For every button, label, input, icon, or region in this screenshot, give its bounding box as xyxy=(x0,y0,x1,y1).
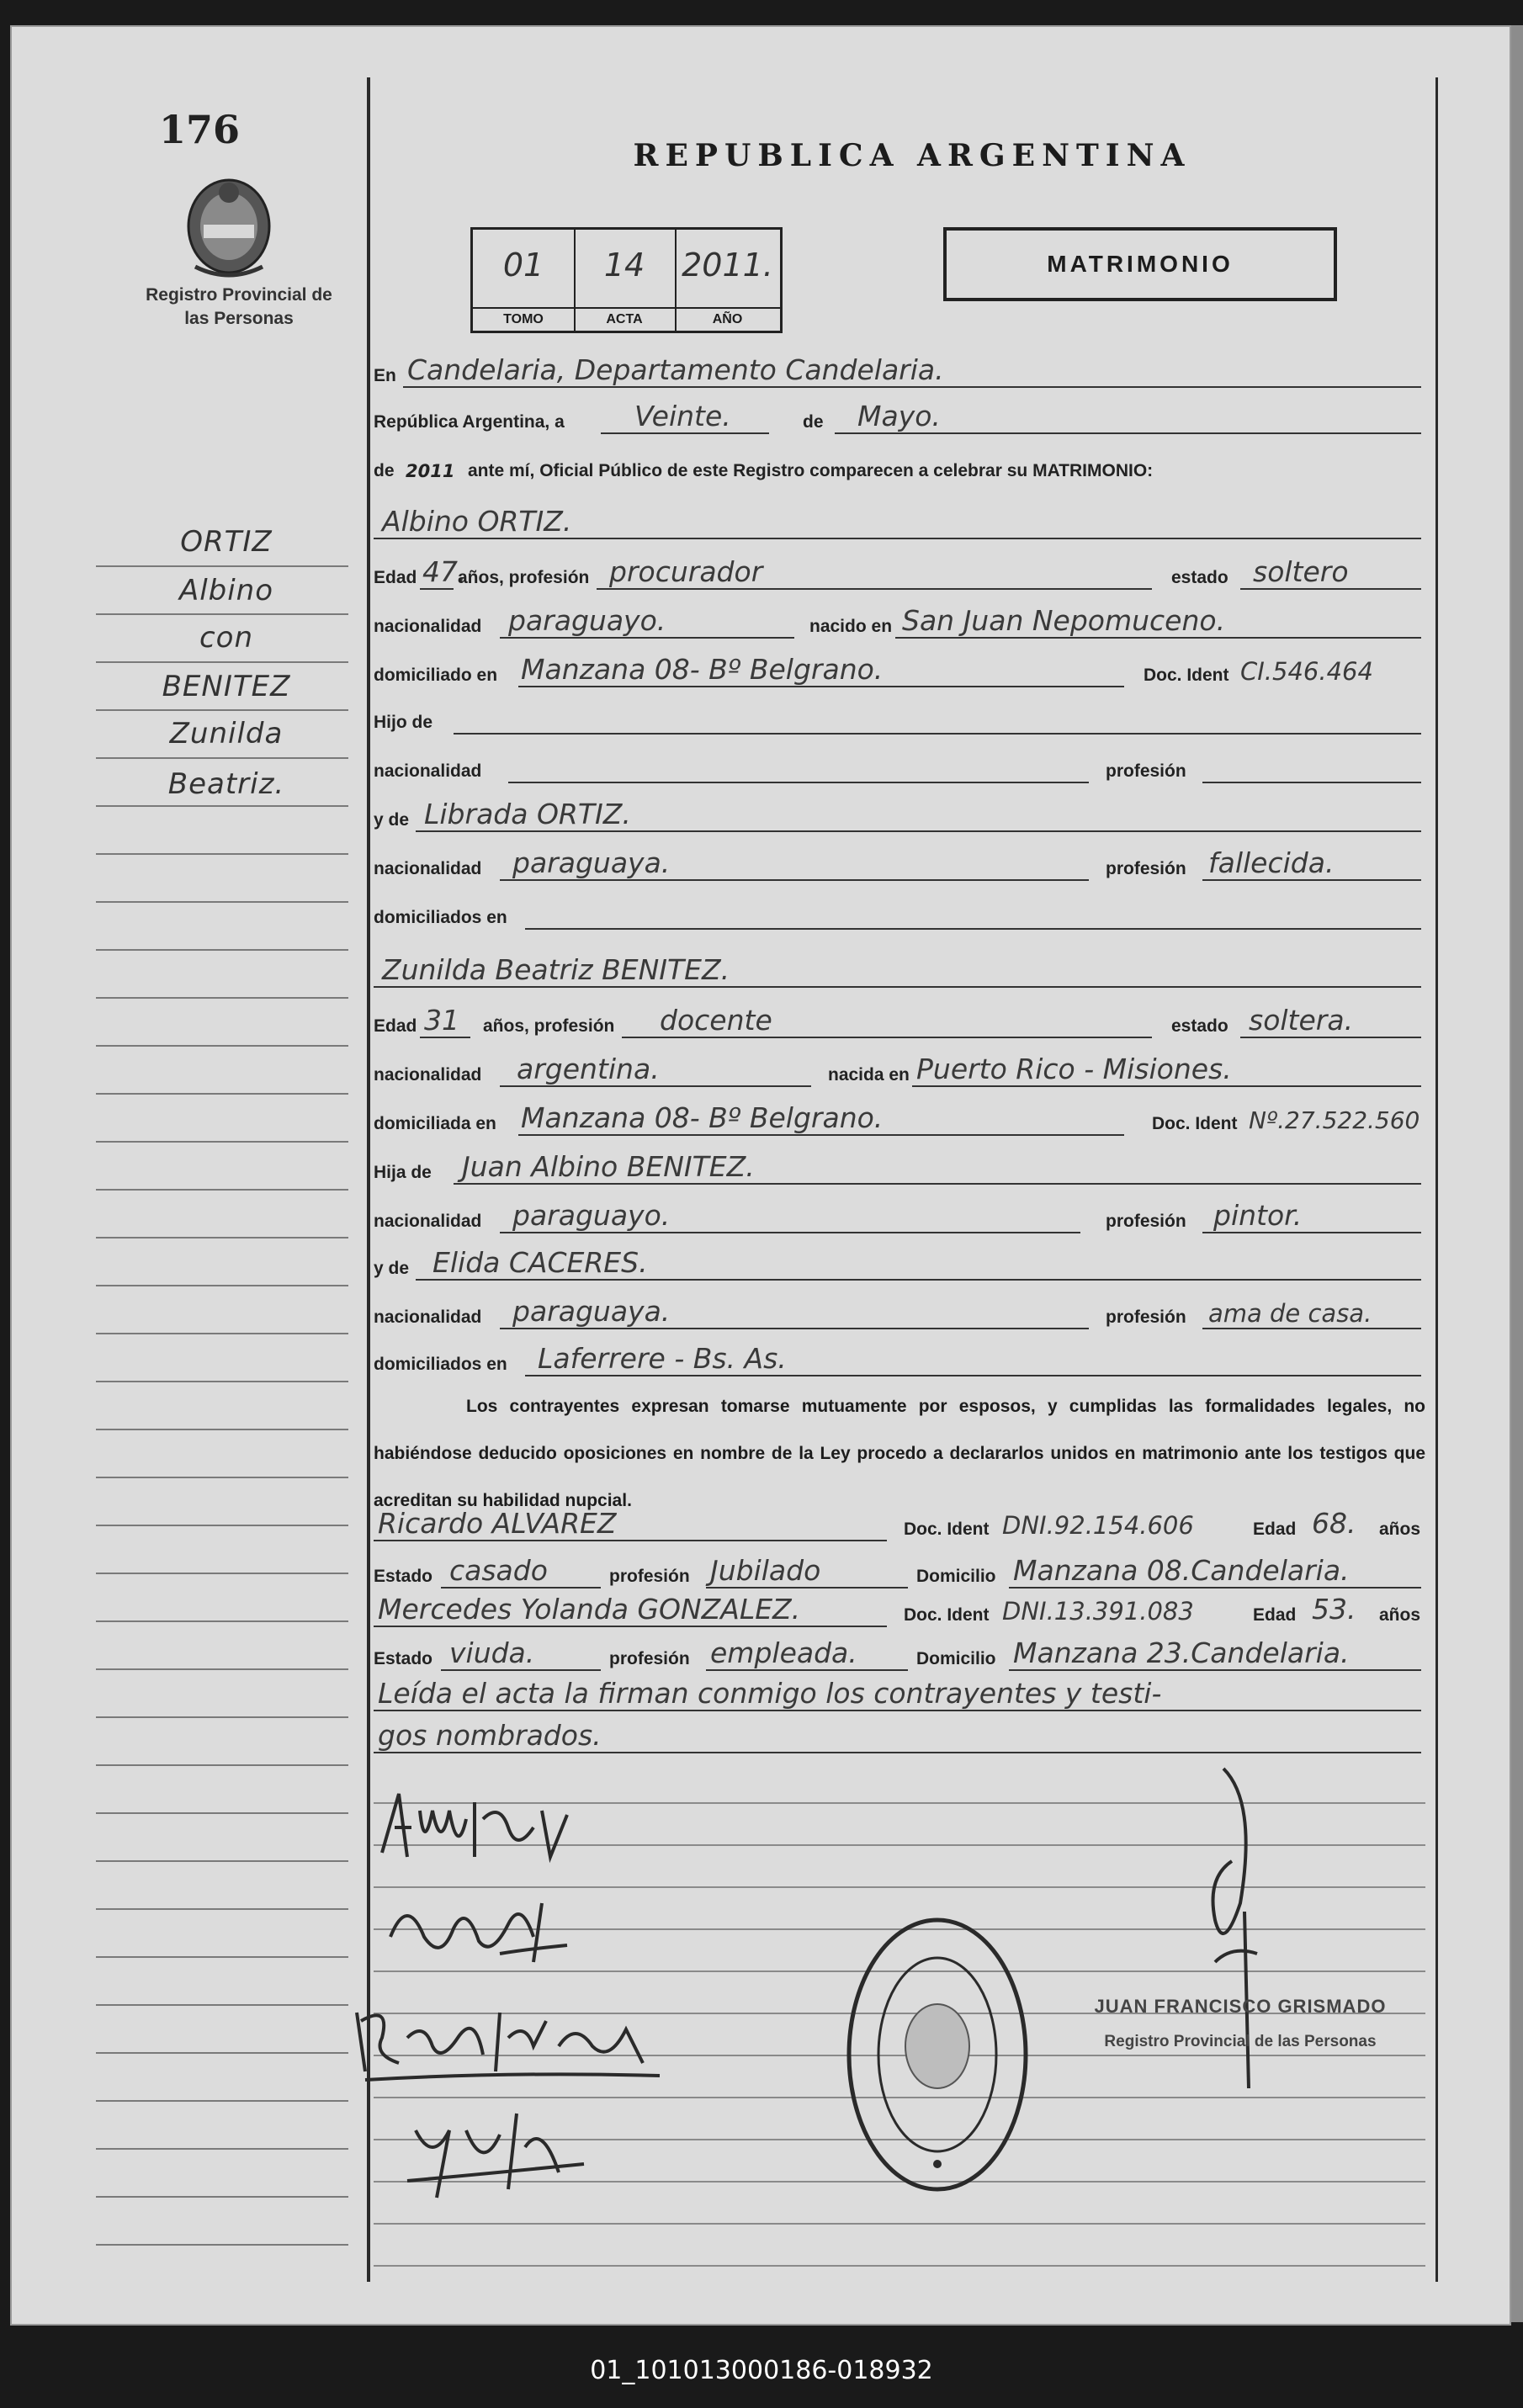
witness2-edad-label: Edad xyxy=(1253,1605,1297,1625)
hija-label: Hija de xyxy=(374,1163,432,1182)
witness2-name: Mercedes Yolanda GONZALEZ. xyxy=(378,1593,801,1626)
groom-age: 47. xyxy=(422,555,467,588)
margin-rule-line xyxy=(96,1716,348,1718)
bride-profession: docente xyxy=(660,1004,772,1037)
witness1-prof-label: profesión xyxy=(609,1567,690,1586)
year-value: 2011 xyxy=(406,461,455,481)
margin-rule-line xyxy=(96,757,348,759)
witness2-detail-row xyxy=(374,1634,1425,1674)
bride-nationality: argentina. xyxy=(517,1053,660,1085)
bride-father-nat: paraguayo. xyxy=(512,1199,671,1232)
margin-rule-line xyxy=(96,1381,348,1382)
margin-rule-line xyxy=(96,661,348,663)
margin-rule-line xyxy=(96,1285,348,1286)
margin-name-2: con xyxy=(199,621,254,655)
bride-age-row xyxy=(374,1001,1425,1042)
witness1-edad-label: Edad xyxy=(1253,1520,1297,1539)
bride-father-prof: pintor. xyxy=(1213,1199,1303,1232)
closing-text-1: Leída el acta la firman conmigo los contrayentes y testi- xyxy=(378,1677,1162,1710)
margin-rule-line xyxy=(96,1860,348,1862)
margin-rule-line xyxy=(96,2196,348,2198)
witness2-profession: empleada. xyxy=(710,1636,857,1669)
edad-label: Edad xyxy=(374,568,417,587)
bride-signature xyxy=(374,1878,584,1970)
witness1-name: Ricardo ALVAREZ xyxy=(378,1507,617,1540)
witness2-address: Manzana 23.Candelaria. xyxy=(1013,1636,1350,1669)
anio-cell xyxy=(675,230,780,331)
margin-rule-line xyxy=(96,949,348,951)
margin-rule-line xyxy=(96,1237,348,1238)
register-page xyxy=(10,25,1511,2326)
witness1-signature xyxy=(340,1987,677,2088)
witness1-doc: DNI.92.154.606 xyxy=(1002,1511,1194,1540)
doc-label: Doc. Ident xyxy=(1144,666,1229,685)
father-prof-label: profesión xyxy=(1106,761,1186,781)
witness2-estado: viuda. xyxy=(449,1636,535,1669)
margin-rule-line xyxy=(96,1668,348,1670)
witness2-anos-label: años xyxy=(1379,1605,1421,1625)
margin-rule-line xyxy=(96,997,348,999)
mother-nac-label: nacionalidad xyxy=(374,1307,482,1327)
tomo-value: 01 xyxy=(502,247,544,284)
witness2-dom-label: Domicilio xyxy=(916,1649,996,1668)
bride-estado: soltera. xyxy=(1249,1004,1354,1037)
father-prof-label: profesión xyxy=(1106,1212,1186,1231)
profesion-label: años, profesión xyxy=(483,1016,615,1036)
witness2-signature xyxy=(399,2097,592,2206)
margin-rule-line xyxy=(96,1764,348,1766)
official-registry: Registro Provincial de las Personas xyxy=(1104,2033,1377,2050)
month-value: Mayo. xyxy=(857,400,941,432)
edad-label: Edad xyxy=(374,1016,417,1036)
nacida-label: nacida en xyxy=(828,1065,910,1085)
margin-column xyxy=(12,27,365,2324)
margin-rule-line xyxy=(96,2148,348,2150)
closing-text-2: gos nombrados. xyxy=(378,1719,602,1752)
profesion-label: años, profesión xyxy=(458,568,590,587)
margin-rule-line xyxy=(96,1141,348,1143)
margin-name-4: Zunilda xyxy=(169,717,284,751)
yde-label: y de xyxy=(374,810,410,830)
bride-father-nat-row xyxy=(374,1196,1425,1237)
place-value: Candelaria, Departamento Candelaria. xyxy=(407,353,944,386)
witness1-detail-row xyxy=(374,1551,1425,1592)
bride-doc: Nº.27.522.560 xyxy=(1249,1106,1420,1134)
margin-divider xyxy=(367,77,370,2282)
record-type-box: MATRIMONIO xyxy=(943,227,1337,301)
margin-rule-line xyxy=(96,1620,348,1622)
witness1-age: 68. xyxy=(1312,1507,1356,1540)
groom-signature xyxy=(374,1777,576,1870)
groom-birthplace: San Juan Nepomuceno. xyxy=(902,604,1226,637)
witness2-doc-label: Doc. Ident xyxy=(904,1605,990,1625)
margin-rule-line xyxy=(96,901,348,903)
witness1-row xyxy=(374,1504,1425,1545)
issuer-label: Registro Provincial de las Personas xyxy=(146,285,332,328)
bride-address-row xyxy=(374,1099,1425,1139)
groom-address: Manzana 08- Bº Belgrano. xyxy=(521,653,884,686)
year-prefix: de xyxy=(374,461,395,480)
acta-reference-box xyxy=(470,227,783,333)
official-name: JUAN FRANCISCO GRISMADO xyxy=(1094,1996,1387,2017)
margin-rule-line xyxy=(96,853,348,855)
margin-rule-line xyxy=(96,805,348,807)
groom-name-row xyxy=(374,502,1425,543)
acta-value: 14 xyxy=(603,247,645,284)
groom-father-nat-row xyxy=(374,746,1425,787)
margin-rule-line xyxy=(96,1333,348,1334)
official-seal-icon xyxy=(841,1912,1034,2198)
margin-rule-line xyxy=(96,1477,348,1478)
image-caption: 01_101013000186-018932 xyxy=(590,2356,933,2385)
margin-name-0: ORTIZ xyxy=(180,525,273,559)
margin-rule-line xyxy=(96,2004,348,2006)
witness2-age: 53. xyxy=(1312,1593,1356,1626)
witness2-doc: DNI.13.391.083 xyxy=(1002,1597,1194,1626)
bride-nationality-row xyxy=(374,1050,1425,1090)
en-label: En xyxy=(374,366,396,385)
witness1-doc-label: Doc. Ident xyxy=(904,1520,990,1539)
nacionalidad-label: nacionalidad xyxy=(374,617,482,636)
margin-rule-line xyxy=(96,2100,348,2102)
official-signature xyxy=(1165,1752,1291,2105)
groom-mother: Librada ORTIZ. xyxy=(424,798,631,830)
page-title: REPUBLICA ARGENTINA xyxy=(633,138,1191,173)
bride-father: Juan Albino BENITEZ. xyxy=(462,1150,755,1183)
margin-rule-line xyxy=(96,1045,348,1047)
official-block xyxy=(1080,1996,1400,2051)
margin-rule-line xyxy=(96,1573,348,1574)
tomo-label: TOMO xyxy=(473,307,574,327)
row-place xyxy=(374,351,1425,391)
groom-profession: procurador xyxy=(609,555,763,588)
margin-rule-line xyxy=(96,565,348,567)
groom-age-row xyxy=(374,553,1425,593)
groom-father-row xyxy=(374,697,1425,738)
bride-mother-nat: paraguaya. xyxy=(512,1295,671,1328)
bride-father-row xyxy=(374,1148,1425,1188)
closing-line-1 xyxy=(374,1674,1425,1715)
bride-name-row xyxy=(374,951,1425,991)
bride-mother-nat-row xyxy=(374,1292,1425,1333)
groom-mother-prof: fallecida. xyxy=(1208,846,1335,879)
groom-address-row xyxy=(374,650,1425,691)
day-value: Veinte. xyxy=(634,400,731,432)
groom-nationality: paraguayo. xyxy=(508,604,666,637)
parents-dom-label: domiciliados en xyxy=(374,1355,507,1374)
witness1-dom-label: Domicilio xyxy=(916,1567,996,1586)
statement-text: ante mí, Oficial Público de este Registro comparecen a celebrar su MATRIMONIO: xyxy=(468,461,1154,480)
blank-rule-line xyxy=(374,2223,1425,2225)
domicilio-label: domiciliado en xyxy=(374,666,498,685)
witness1-address: Manzana 08.Candelaria. xyxy=(1013,1554,1350,1587)
bride-mother: Elida CACERES. xyxy=(432,1246,648,1279)
witness2-estado-label: Estado xyxy=(374,1649,433,1668)
margin-rule-line xyxy=(96,1429,348,1430)
witness2-prof-label: profesión xyxy=(609,1649,690,1668)
estado-label: estado xyxy=(1171,1016,1228,1036)
margin-rule-line xyxy=(96,1093,348,1095)
margin-rule-line xyxy=(96,613,348,615)
margin-rule-line xyxy=(96,1525,348,1526)
witness2-row xyxy=(374,1590,1425,1631)
closing-line-2 xyxy=(374,1716,1425,1757)
witness1-estado: casado xyxy=(449,1554,548,1587)
row-date xyxy=(374,397,1425,438)
margin-rule-line xyxy=(96,2052,348,2054)
estado-label: estado xyxy=(1171,568,1228,587)
groom-mother-nat-row xyxy=(374,844,1425,884)
margin-rule-line xyxy=(96,1812,348,1814)
hijo-label: Hijo de xyxy=(374,713,433,732)
mother-prof-label: profesión xyxy=(1106,1307,1186,1327)
de-label: de xyxy=(803,412,824,432)
tomo-cell xyxy=(473,230,576,331)
bride-address: Manzana 08- Bº Belgrano. xyxy=(521,1101,884,1134)
nacido-label: nacido en xyxy=(809,617,893,636)
bride-parents-dom: Laferrere - Bs. As. xyxy=(538,1342,787,1375)
father-nac-label: nacionalidad xyxy=(374,761,482,781)
groom-mother-row xyxy=(374,795,1425,835)
acta-cell xyxy=(574,230,677,331)
groom-nationality-row xyxy=(374,602,1425,642)
witness1-profession: Jubilado xyxy=(710,1554,821,1587)
margin-rule-line xyxy=(96,1908,348,1910)
groom-name: Albino ORTIZ. xyxy=(382,505,572,538)
parents-dom-label: domiciliados en xyxy=(374,908,507,927)
bride-mother-row xyxy=(374,1244,1425,1284)
margin-rule-line xyxy=(96,1956,348,1958)
bride-age: 31 xyxy=(424,1004,459,1037)
row-statement xyxy=(374,446,1425,486)
right-border xyxy=(1435,77,1438,2282)
groom-doc: CI.546.464 xyxy=(1240,657,1373,686)
bride-mother-prof: ama de casa. xyxy=(1208,1299,1372,1328)
doc-label: Doc. Ident xyxy=(1152,1114,1238,1133)
father-nac-label: nacionalidad xyxy=(374,1212,482,1231)
margin-name-1: Albino xyxy=(178,574,274,607)
republica-label: República Argentina, a xyxy=(374,412,565,432)
folio-number: 176 xyxy=(159,107,241,152)
bride-birthplace: Puerto Rico - Misiones. xyxy=(916,1053,1232,1085)
yde-label: y de xyxy=(374,1259,410,1278)
witness1-estado-label: Estado xyxy=(374,1567,433,1586)
anio-label: AÑO xyxy=(675,307,780,327)
groom-parents-dom-row xyxy=(374,893,1425,933)
witness1-anos-label: años xyxy=(1379,1520,1421,1539)
mother-nac-label: nacionalidad xyxy=(374,859,482,878)
bride-name: Zunilda Beatriz BENITEZ. xyxy=(382,953,730,986)
margin-name-3: BENITEZ xyxy=(162,670,291,703)
margin-name-5: Beatriz. xyxy=(167,767,285,801)
margin-rule-line xyxy=(96,2244,348,2246)
margin-rule-line xyxy=(96,709,348,711)
blank-rule-line xyxy=(374,2265,1425,2267)
margin-rule-line xyxy=(96,1189,348,1191)
groom-estado: soltero xyxy=(1253,555,1349,588)
groom-mother-nat: paraguaya. xyxy=(512,846,671,879)
domicilio-label: domiciliada en xyxy=(374,1114,496,1133)
bride-parents-dom-row xyxy=(374,1339,1425,1380)
nacionalidad-label: nacionalidad xyxy=(374,1065,482,1085)
acta-label: ACTA xyxy=(574,307,675,327)
anio-value: 2011. xyxy=(682,247,773,284)
mother-prof-label: profesión xyxy=(1106,859,1186,878)
declaration-text: Los contrayentes expresan tomarse mutuamente por esposos, y cumplidas las formalidades legales, no habiéndose deducido oposiciones en nombre de la Ley procedo a declararlos unidos en matrimonio ante los testigos que acreditan su habilidad nupcial. xyxy=(374,1397,1425,1510)
coat-of-arms-icon xyxy=(178,174,279,284)
